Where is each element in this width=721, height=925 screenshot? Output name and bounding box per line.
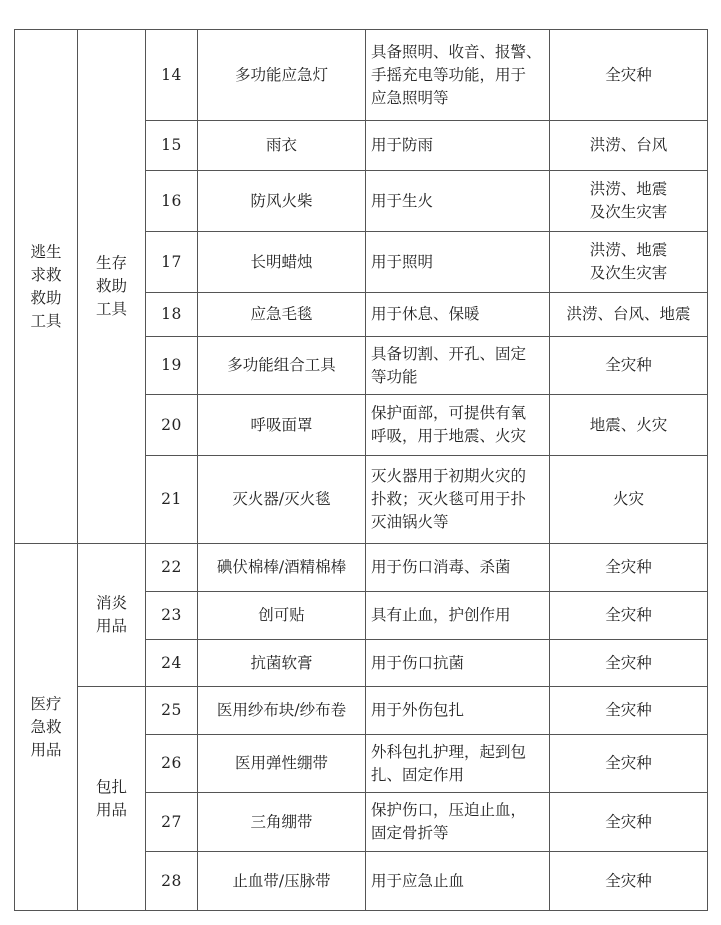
cell-text-line: 扎、固定作用 (371, 765, 465, 784)
applicable-disaster-cell (550, 544, 708, 592)
applicable-disaster-cell (550, 121, 708, 171)
cell-text-line: 用于照明 (371, 252, 434, 271)
cell-text-line: 及次生灾害 (589, 264, 668, 282)
table-body (15, 30, 708, 911)
item-description-cell (366, 121, 550, 171)
item-name-cell (198, 852, 366, 911)
cell-text-line: 应急照明等 (371, 88, 449, 107)
cell-text-line: 逃生 (30, 242, 62, 261)
cell-text-line: 全灾种 (605, 812, 652, 831)
cell-text-line: 全灾种 (605, 558, 652, 576)
cell-text-line: 具备照明、收音、报警、 (371, 42, 542, 61)
applicable-disaster-cell (550, 735, 708, 793)
applicable-disaster-cell (550, 337, 708, 395)
cell-text-line: 用于生火 (371, 191, 434, 210)
item-number-cell: 24 (146, 640, 198, 687)
item-name-cell (198, 121, 366, 171)
item-number-cell: 18 (146, 293, 198, 337)
cell-text-line: 救助 (30, 288, 62, 307)
cell-text-line: 具有止血，护创作用 (371, 606, 511, 624)
cell-text-line: 呼吸面罩 (250, 415, 313, 434)
item-description-cell (366, 395, 550, 456)
cell-text-line: 工具 (95, 300, 127, 318)
cell-text-line: 保护面部，可提供有氧 (371, 404, 527, 422)
cell-text-line: 用于伤口消毒、杀菌 (371, 558, 511, 576)
subcategory-cell (78, 544, 146, 687)
cell-text-line: 洪涝、地震 (589, 241, 668, 259)
applicable-disaster-cell (550, 395, 708, 456)
applicable-disaster-cell (550, 793, 708, 852)
cell-text-line: 医用弹性绷带 (234, 754, 328, 772)
table-row (15, 687, 708, 735)
item-number-cell: 26 (146, 735, 198, 793)
item-name-cell (198, 544, 366, 592)
cell-text-line: 保护伤口，压迫止血， (371, 801, 527, 819)
applicable-disaster-cell (550, 456, 708, 544)
cell-text-line: 消炎 (95, 594, 127, 612)
item-description-cell (366, 337, 550, 395)
emergency-supplies-table (14, 29, 708, 911)
item-number-cell: 21 (146, 456, 198, 544)
cell-text-line: 医疗 (30, 694, 62, 713)
applicable-disaster-cell (550, 232, 708, 293)
item-description-cell (366, 592, 550, 640)
cell-text-line: 地震、火灾 (589, 415, 668, 434)
cell-text-line: 多功能应急灯 (234, 65, 328, 84)
cell-text-line: 灭火器用于初期火灾的 (371, 467, 527, 485)
applicable-disaster-cell (550, 687, 708, 735)
cell-text-line: 全灾种 (605, 871, 652, 890)
item-name-cell (198, 592, 366, 640)
item-description-cell (366, 852, 550, 911)
table-row (15, 544, 708, 592)
item-name-cell (198, 293, 366, 337)
cell-text-line: 工具 (30, 311, 62, 330)
cell-text-line: 用品 (95, 617, 127, 635)
applicable-disaster-cell (550, 30, 708, 121)
item-number-cell: 25 (146, 687, 198, 735)
item-name-cell (198, 735, 366, 793)
item-name-cell (198, 395, 366, 456)
item-number-cell: 28 (146, 852, 198, 911)
cell-text-line: 用品 (30, 740, 62, 759)
item-number-cell: 20 (146, 395, 198, 456)
cell-text-line: 用于休息、保暖 (371, 305, 480, 323)
item-number-cell: 19 (146, 337, 198, 395)
item-number-cell: 23 (146, 592, 198, 640)
cell-text-line: 碘伏棉棒/酒精棉棒 (216, 558, 347, 576)
item-description-cell (366, 687, 550, 735)
item-name-cell (198, 793, 366, 852)
item-description-cell (366, 640, 550, 687)
cell-text-line: 医用纱布块/纱布卷 (216, 701, 347, 719)
cell-text-line: 外科包扎护理，起到包 (371, 742, 527, 761)
cell-text-line: 创可贴 (258, 606, 305, 624)
cell-text-line: 火灾 (612, 490, 644, 508)
item-name-cell (198, 232, 366, 293)
cell-text-line: 灭油锅火等 (371, 513, 449, 531)
cell-text-line: 全灾种 (605, 754, 652, 772)
cell-text-line: 具备切割、开孔、固定 (371, 344, 527, 363)
item-description-cell (366, 544, 550, 592)
subcategory-cell (78, 687, 146, 911)
cell-text-line: 洪涝、台风 (589, 136, 668, 154)
cell-text-line: 用于外伤包扎 (371, 701, 465, 719)
cell-text-line: 用于防雨 (371, 136, 434, 154)
cell-text-line: 三角绷带 (250, 812, 313, 831)
applicable-disaster-cell (550, 640, 708, 687)
item-description-cell (366, 793, 550, 852)
cell-text-line: 用品 (95, 800, 127, 819)
item-number-cell: 15 (146, 121, 198, 171)
item-description-cell (366, 293, 550, 337)
cell-text-line: 呼吸，用于地震、火灾 (371, 427, 527, 445)
item-name-cell (198, 687, 366, 735)
item-description-cell (366, 232, 550, 293)
cell-text-line: 求救 (30, 265, 62, 284)
cell-text-line: 雨衣 (265, 136, 297, 154)
subcategory-cell (78, 30, 146, 544)
cell-text-line: 全灾种 (605, 65, 652, 84)
item-number-cell: 22 (146, 544, 198, 592)
applicable-disaster-cell (550, 852, 708, 911)
item-name-cell (198, 456, 366, 544)
item-number-cell: 14 (146, 30, 198, 121)
applicable-disaster-cell (550, 293, 708, 337)
category-cell (15, 30, 78, 544)
cell-text-line: 全灾种 (605, 653, 652, 672)
cell-text-line: 多功能组合工具 (227, 356, 336, 374)
cell-text-line: 防风火柴 (250, 191, 313, 210)
cell-text-line: 灭火器/灭火毯 (232, 490, 331, 508)
item-name-cell (198, 30, 366, 121)
cell-text-line: 扑救；灭火毯可用于扑 (371, 490, 527, 508)
cell-text-line: 止血带/压脉带 (232, 871, 331, 890)
cell-text-line: 用于应急止血 (371, 871, 465, 890)
cell-text-line: 应急毛毯 (250, 305, 313, 323)
item-description-cell (366, 735, 550, 793)
item-name-cell (198, 171, 366, 232)
category-cell (15, 544, 78, 911)
cell-text-line: 洪涝、台风、地震 (566, 305, 691, 323)
cell-text-line: 用于伤口抗菌 (371, 653, 465, 672)
cell-text-line: 救助 (95, 277, 127, 295)
item-number-cell: 17 (146, 232, 198, 293)
table-row (15, 30, 708, 121)
cell-text-line: 等功能 (371, 367, 418, 386)
item-number-cell: 16 (146, 171, 198, 232)
item-description-cell (366, 171, 550, 232)
item-description-cell (366, 30, 550, 121)
cell-text-line: 全灾种 (605, 606, 652, 624)
cell-text-line: 全灾种 (605, 356, 652, 374)
cell-text-line: 手摇充电等功能，用于 (371, 65, 527, 84)
item-number-cell: 27 (146, 793, 198, 852)
cell-text-line: 包扎 (95, 777, 127, 796)
applicable-disaster-cell (550, 171, 708, 232)
applicable-disaster-cell (550, 592, 708, 640)
cell-text-line: 抗菌软膏 (250, 653, 313, 672)
item-name-cell (198, 337, 366, 395)
cell-text-line: 及次生灾害 (589, 203, 668, 221)
cell-text-line: 生存 (95, 254, 127, 272)
cell-text-line: 全灾种 (605, 701, 652, 719)
item-description-cell (366, 456, 550, 544)
cell-text-line: 洪涝、地震 (589, 180, 668, 198)
item-name-cell (198, 640, 366, 687)
cell-text-line: 急救 (30, 717, 62, 736)
cell-text-line: 固定骨折等 (371, 824, 449, 842)
cell-text-line: 长明蜡烛 (250, 252, 313, 271)
